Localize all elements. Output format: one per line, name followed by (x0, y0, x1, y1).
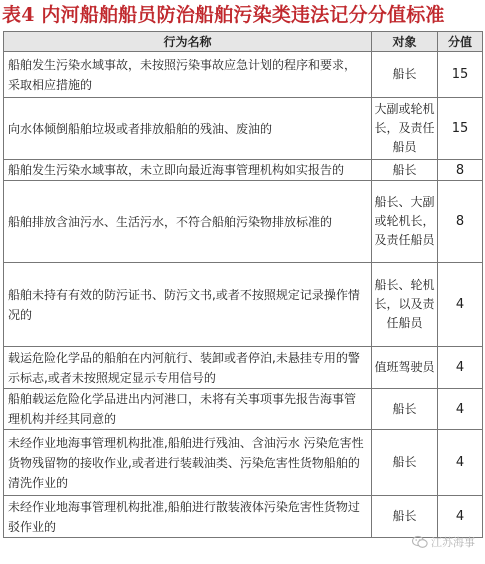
table-row (4, 98, 483, 160)
score-cell: 4 (438, 389, 483, 430)
score-cell: 15 (438, 98, 483, 160)
score-cell: 8 (438, 181, 483, 263)
action-cell: 船舶发生污染水域事故，未立即向最近海事管理机构如实报告的 (4, 160, 372, 181)
object-cell: 船长 (372, 52, 438, 98)
action-cell: 船舶载运危险化学品进出内河港口，未将有关事项事先报告海事管理机构并经其同意的 (4, 389, 372, 430)
object-cell: 船长 (372, 389, 438, 430)
action-cell: 未经作业地海事管理机构批准,船舶进行残油、含油污水 污染危害性货物残留物的接收作业,或者进行装载油类、污染危害性货物船舶的清洗作业的 (4, 430, 372, 496)
table-header-row (4, 32, 483, 52)
table-row (4, 347, 483, 389)
header-object: 对象 (372, 32, 438, 52)
table-row (4, 430, 483, 496)
object-cell: 船长、轮机长，以及责任船员 (372, 263, 438, 347)
table-row (4, 496, 483, 538)
object-cell: 船长 (372, 496, 438, 538)
page-title: 表4 内河船舶船员防治船舶污染类违法记分分值标准 (2, 4, 445, 26)
table-row (4, 389, 483, 430)
score-cell: 4 (438, 263, 483, 347)
object-cell: 值班驾驶员 (372, 347, 438, 389)
penalty-table (3, 31, 483, 538)
score-cell: 4 (438, 430, 483, 496)
action-cell: 未经作业地海事管理机构批准,船舶进行散装液体污染危害性货物过驳作业的 (4, 496, 372, 538)
score-cell: 4 (438, 496, 483, 538)
object-cell: 船长 (372, 430, 438, 496)
object-cell: 船长、大副或轮机长，及责任船员 (372, 181, 438, 263)
watermark-text: 江苏海事 (431, 536, 475, 549)
object-cell: 大副或轮机长，及责任船员 (372, 98, 438, 160)
object-cell: 船长 (372, 160, 438, 181)
score-cell: 8 (438, 160, 483, 181)
score-cell: 15 (438, 52, 483, 98)
action-cell: 向水体倾倒船舶垃圾或者排放船舶的残油、废油的 (4, 98, 372, 160)
header-score: 分值 (438, 32, 483, 52)
action-cell: 船舶排放含油污水、生活污水，不符合船舶污染物排放标准的 (4, 181, 372, 263)
table-row (4, 52, 483, 98)
action-cell: 船舶发生污染水域事故，未按照污染事故应急计划的程序和要求，采取相应措施的 (4, 52, 372, 98)
score-cell: 4 (438, 347, 483, 389)
action-cell: 船舶未持有有效的防污证书、防污文书,或者不按照规定记录操作情况的 (4, 263, 372, 347)
table-row (4, 160, 483, 181)
header-action: 行为名称 (4, 32, 372, 52)
action-cell: 载运危险化学品的船舶在内河航行、装卸或者停泊,未悬挂专用的警示标志,或者未按照规定显示专用信号的 (4, 347, 372, 389)
table-row (4, 263, 483, 347)
table-row (4, 181, 483, 263)
